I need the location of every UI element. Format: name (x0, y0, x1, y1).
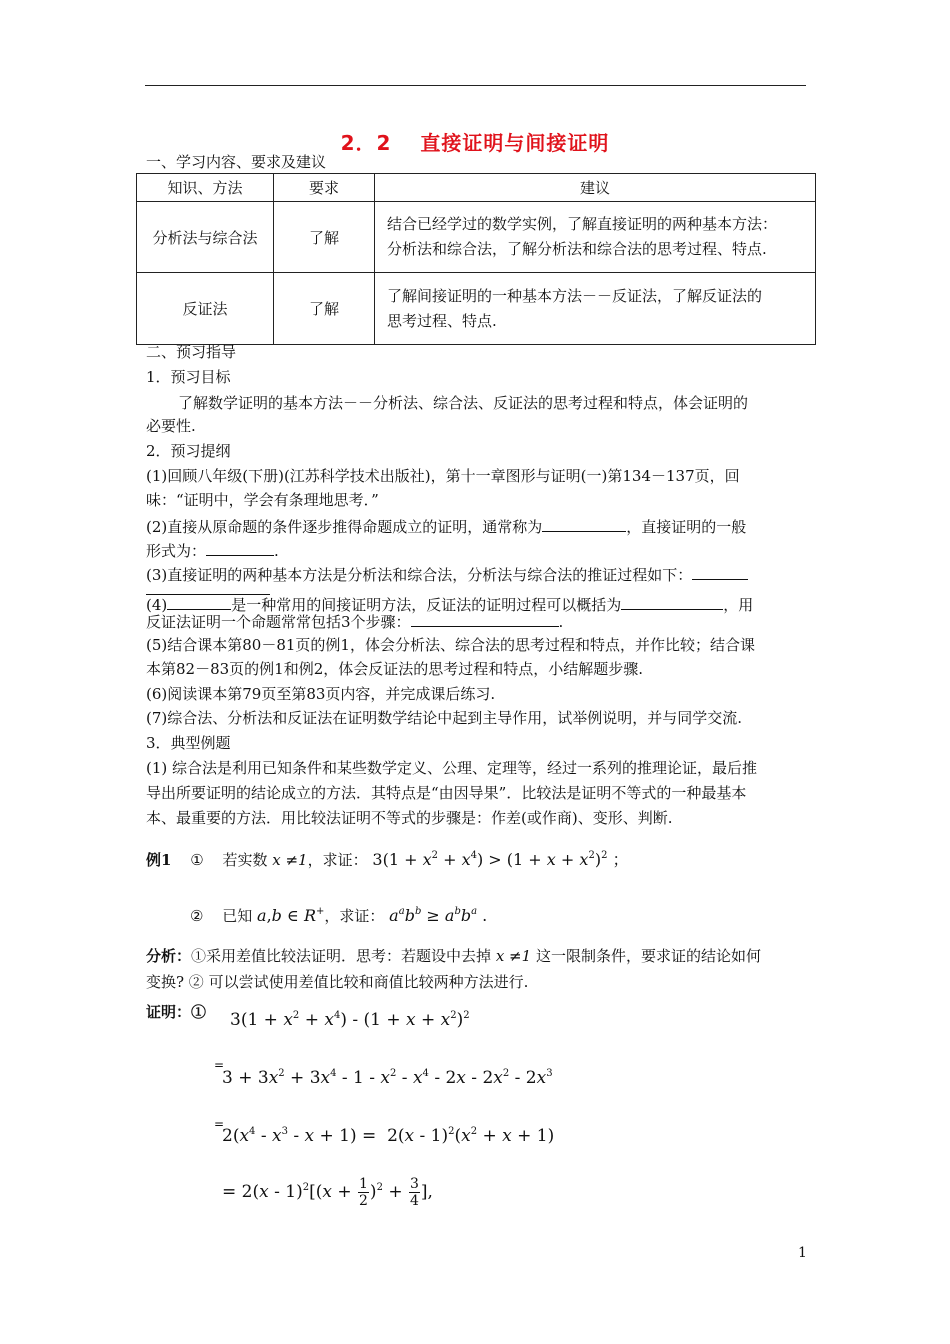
table-cell-topic: 反证法 (137, 273, 274, 345)
item2-text: 形式为： (146, 542, 207, 560)
item4-text: . (558, 613, 564, 631)
outline-item-2 (146, 517, 746, 537)
item2-text: . (274, 542, 279, 560)
proof-step-4: = 2(x - 1)$^2$[(x + $\frac{1}{2}$ )$^2$ + $\frac{3}{4}$ ], (222, 1176, 433, 1209)
outline-item-4-cont (146, 612, 563, 632)
example-intro-line: (1) 综合法是利用已知条件和某些数学定义、公理、定理等，经过一系列的推理论证，最后推 (146, 759, 758, 777)
proof-step-3: $2(x^4 - x^3 - x + 1) = 2(x - 1)^2(x^2 + x + 1)$ (222, 1126, 555, 1146)
advice-line: 分析法和综合法，了解分析法和综合法的思考过程、特点. (387, 240, 767, 258)
fill-in-blank[interactable] (167, 595, 231, 610)
condition-formula: a,b ∈ R+ (257, 906, 325, 925)
page-title: 2．2 直接证明与间接证明 (340, 131, 610, 155)
table-cell-advice (375, 273, 816, 345)
outline-item-6: (6)阅读课本第79页至第83页内容，并完成课后练习. (146, 685, 496, 703)
advice-line: 了解间接证明的一种基本方法－－反证法，了解反证法的 (387, 286, 763, 305)
table-header-cell: 知识、方法 (137, 174, 274, 202)
example-label: 例1 (146, 851, 172, 869)
example-intro-line: 导出所要证明的结论成立的方法．其特点是“由因导果”．比较法是证明不等式的一种最基本 (146, 784, 747, 802)
example-text: ，求证： (307, 851, 368, 869)
subsection-heading: 1．预习目标 (146, 368, 231, 386)
table-cell-topic: 分析法与综合法 (137, 202, 274, 273)
outline-item-5-cont: 本第82－83页的例1和例2，体会反证法的思考过程和特点，小结解题步骤. (146, 660, 644, 678)
table-cell-advice (375, 202, 816, 273)
subsection-heading: 2．预习提纲 (146, 442, 231, 460)
condition-math: x ≠1 (495, 947, 532, 965)
fill-in-blank[interactable] (206, 541, 274, 556)
example-1-part-2 (190, 902, 487, 926)
item2-text: (2)直接从原命题的条件逐步推得命题成立的证明，通常称为 (146, 518, 543, 536)
header-rule (145, 85, 806, 86)
advice-line: 思考过程、特点. (387, 311, 497, 330)
advice-line: 结合已经学过的数学实例，了解直接证明的两种基本方法： (387, 215, 778, 233)
table-row (137, 202, 816, 273)
table-row (137, 273, 816, 345)
part-number: ① (190, 851, 204, 869)
fill-in-blank[interactable] (542, 517, 626, 532)
item4-text: (4) (146, 596, 168, 614)
example-intro-line: 本、最重要的方法．用比较法证明不等式的步骤是：作差(或作商)、变形、判断. (146, 809, 673, 827)
fill-in-blank[interactable] (146, 580, 270, 595)
analysis-label: 分析： (146, 947, 192, 965)
analysis-line-2: 变换? ② 可以尝试使用差值比较和商值比较两种方法进行. (146, 973, 529, 991)
table-cell-requirement: 了解 (274, 202, 375, 273)
item2-text: ，直接证明的一般 (626, 518, 747, 536)
example-text: 若实数 (222, 851, 268, 869)
analysis-line (146, 946, 761, 966)
inequality-formula: $3(1 + x^2 + x^4) > (1 + x + x^2)^2$ ； (372, 850, 629, 869)
equals-sign: = (214, 1058, 225, 1072)
item4-text: ，用 (723, 596, 754, 614)
example-text: ，求证： (324, 907, 385, 925)
section-heading-2: 二、预习指导 (146, 343, 237, 361)
outline-item-5: (5)结合课本第80－81页的例1，体会分析法、综合法的思考过程和特点，并作比较；结合课 (146, 636, 755, 654)
fill-in-blank[interactable] (692, 565, 748, 580)
fill-in-blank[interactable] (411, 612, 559, 627)
paragraph-line: 了解数学证明的基本方法－－分析法、综合法、反证法的思考过程和特点，体会证明的 (178, 394, 749, 412)
example-1 (146, 846, 629, 870)
analysis-text: ①采用差值比较法证明．思考：若题设中去掉 (191, 947, 492, 965)
subsection-heading: 3．典型例题 (146, 734, 231, 752)
proof-step-2: $3 + 3x^2 + 3x^4 - 1 - x^2 - x^4 - 2x - 2x^2 - 2x^3$ (222, 1068, 553, 1088)
outline-item-2-cont (146, 541, 279, 561)
outline-item-1-cont: 味：“证明中，学会有条理地思考．” (146, 491, 379, 509)
equals-sign: = (214, 1117, 225, 1131)
fill-in-blank[interactable] (621, 595, 723, 610)
proof-label: 证明：① (146, 1003, 207, 1021)
table-cell-requirement: 了解 (274, 273, 375, 345)
page-number: 1 (798, 1245, 807, 1261)
table-header-cell: 建议 (375, 174, 816, 202)
example-text: 已知 (222, 907, 253, 925)
section-heading-1: 一、学习内容、要求及建议 (146, 153, 327, 171)
table-header-cell: 要求 (274, 174, 375, 202)
inequality-formula: $a^ab^b \ge a^bb^a$ . (389, 906, 488, 925)
proof-step-1: $3(1 + x^2 + x^4) - (1 + x + x^2)^2$ (230, 1010, 470, 1030)
requirements-table (136, 173, 816, 345)
item3-text: (3)直接证明的两种基本方法是分析法和综合法，分析法与综合法的推证过程如下： (146, 566, 693, 584)
table-header-row (137, 174, 816, 202)
part-number: ② (190, 907, 204, 925)
condition-math: x ≠1 (272, 851, 308, 869)
paragraph-line: 必要性. (146, 417, 196, 435)
item4-text: 反证法证明一个命题常常包括3个步骤： (146, 613, 411, 631)
outline-item-1: (1)回顾八年级(下册)(江苏科学技术出版社)，第十一章图形与证明(一)第134－137页，回 (146, 467, 740, 485)
analysis-text: 这一限制条件，要求证的结论如何 (535, 947, 761, 965)
outline-item-7: (7)综合法、分析法和反证法在证明数学结论中起到主导作用，试举例说明，并与同学交流. (146, 709, 743, 727)
item4-text: 是一种常用的间接证明方法，反证法的证明过程可以概括为 (231, 596, 622, 614)
